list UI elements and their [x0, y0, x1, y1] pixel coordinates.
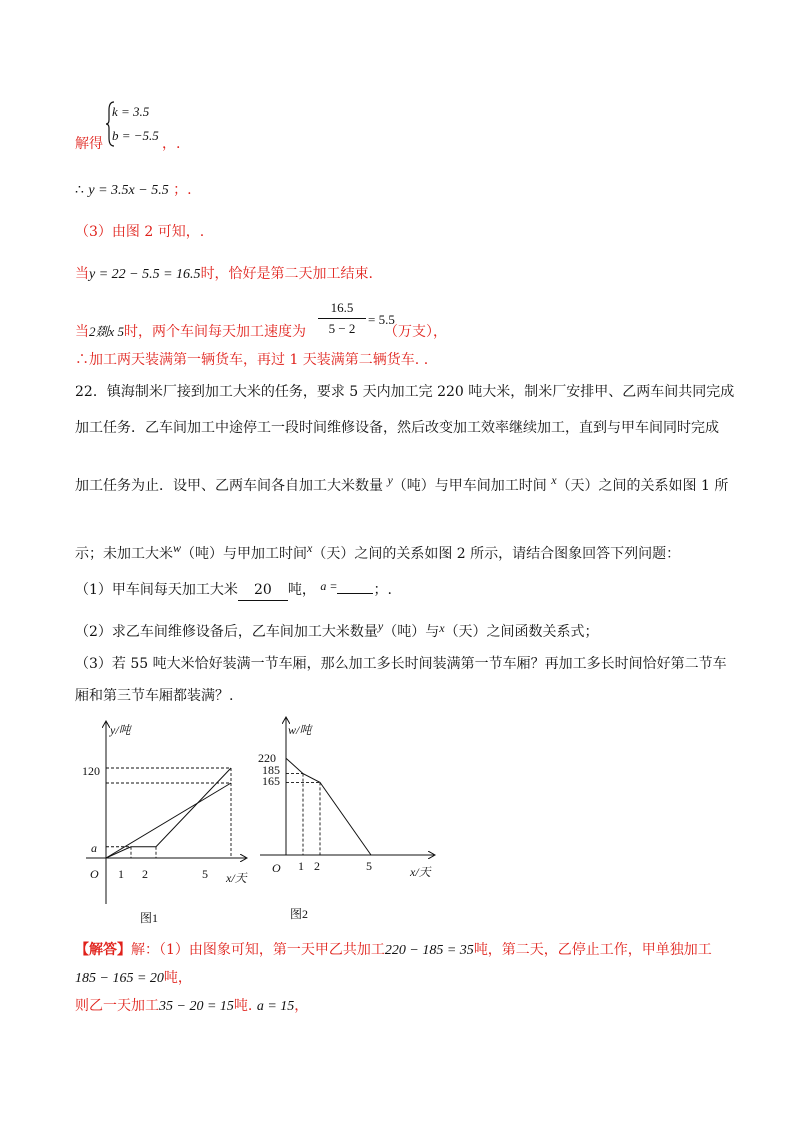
solution-label: 解得	[75, 136, 103, 152]
question-3-line-2: 厢和第三节车厢都装满？.	[75, 688, 234, 704]
s1-tail: ，.	[162, 136, 181, 152]
fig1-series-2	[106, 768, 231, 858]
fig1-origin: O	[90, 867, 99, 881]
problem-line-4: 示；未加工大米w（吨）与甲加工时间x（天）之间的关系如图 2 所示，请结合图象回答下列问题：	[75, 541, 681, 562]
answer-line-1: 【解答】解：（1）由图象可知，第一天甲乙共加工220 − 185 = 35吨，第二天，乙停止工作，甲单独加工	[75, 942, 712, 958]
problem-line-3: 加工任务为止．设甲、乙两车间各自加工大米数量 y（吨）与甲车间加工时间 x（天）之间的关系如图 1 所	[75, 473, 729, 494]
fig2-ylabel: w/吨	[288, 723, 312, 737]
eq-k: k = 3.5	[112, 104, 150, 119]
fig2-series-1	[286, 758, 371, 855]
speed-unit: （万支），	[384, 324, 447, 340]
step3-heading: （3）由图 2 可知，.	[75, 224, 205, 240]
problem-line-1: 22．镇海制米厂接到加工大米的任务，要求 5 天内加工完 220 吨大米，制米厂安排甲、乙两车间共同完成	[75, 384, 735, 400]
fig1-ytick-a: a	[91, 841, 97, 855]
fig1-xtick-1: 1	[118, 867, 124, 881]
answer-line-3: 则乙一天加工35 − 20 = 15吨. a = 15，	[75, 998, 309, 1014]
question-2: （2）求乙车间维修设备后，乙车间加工大米数量y（吨）与x（天）之间函数关系式；	[75, 619, 599, 640]
fig1-xtick-2: 2	[142, 867, 148, 881]
answer-blank-1[interactable]: 20	[238, 580, 288, 601]
question-3-line-1: （3）若 55 吨大米恰好装满一节车厢，那么加工多长时间装满第一节车厢？再加工多长时间恰好第二节车	[75, 656, 727, 672]
fig1-ytick-120: 120	[82, 764, 100, 778]
figure-1	[80, 712, 270, 932]
answer-blank-a[interactable]	[337, 593, 373, 594]
fig2-ytick-165: 165	[262, 774, 280, 788]
fig2-origin: O	[272, 861, 281, 875]
conclusion: ∴加工两天装满第一辆货车，再过 1 天装满第二辆货车. .	[75, 352, 429, 368]
fig2-ytick-220: 220	[258, 751, 276, 765]
fraction: 16.5 5 − 2	[318, 300, 366, 337]
figure-2	[250, 712, 450, 932]
eq-b: b = −5.5	[112, 128, 159, 143]
fig1-ylabel: y/吨	[110, 723, 131, 737]
line-speed: 当2剟x 5时，两个车间每天加工速度为	[75, 324, 307, 340]
problem-line-2: 加工任务．乙车间加工中途停工一段时间维修设备，然后改变加工效率继续加工，直到与甲车间同时完成	[75, 420, 719, 436]
line-therefore: ∴ y = 3.5x − 5.5 ；.	[75, 182, 192, 198]
fig2-xtick-2: 2	[314, 859, 320, 873]
line-when-y: 当y = 22 − 5.5 = 16.5时，恰好是第二天加工结束.	[75, 266, 374, 282]
fraction-eq: = 5.5	[368, 312, 395, 327]
fig1-series-1	[106, 783, 231, 858]
fig2-caption: 图2	[290, 907, 309, 921]
fig2-xtick-5: 5	[366, 859, 372, 873]
expr-y: y = 3.5x − 5.5	[88, 183, 169, 198]
answer-line-2: 185 − 165 = 20吨，	[75, 970, 192, 986]
fig2-xlabel: x/天	[410, 865, 431, 879]
fig1-xlabel: x/天	[226, 871, 247, 885]
fig1-caption: 图1	[140, 911, 159, 925]
question-1: （1）甲车间每天加工大米 20 吨， a = ；.	[75, 576, 392, 601]
fig2-ytick-185: 185	[262, 763, 280, 777]
fig2-xtick-1: 1	[298, 859, 304, 873]
fig1-xtick-5: 5	[202, 867, 208, 881]
